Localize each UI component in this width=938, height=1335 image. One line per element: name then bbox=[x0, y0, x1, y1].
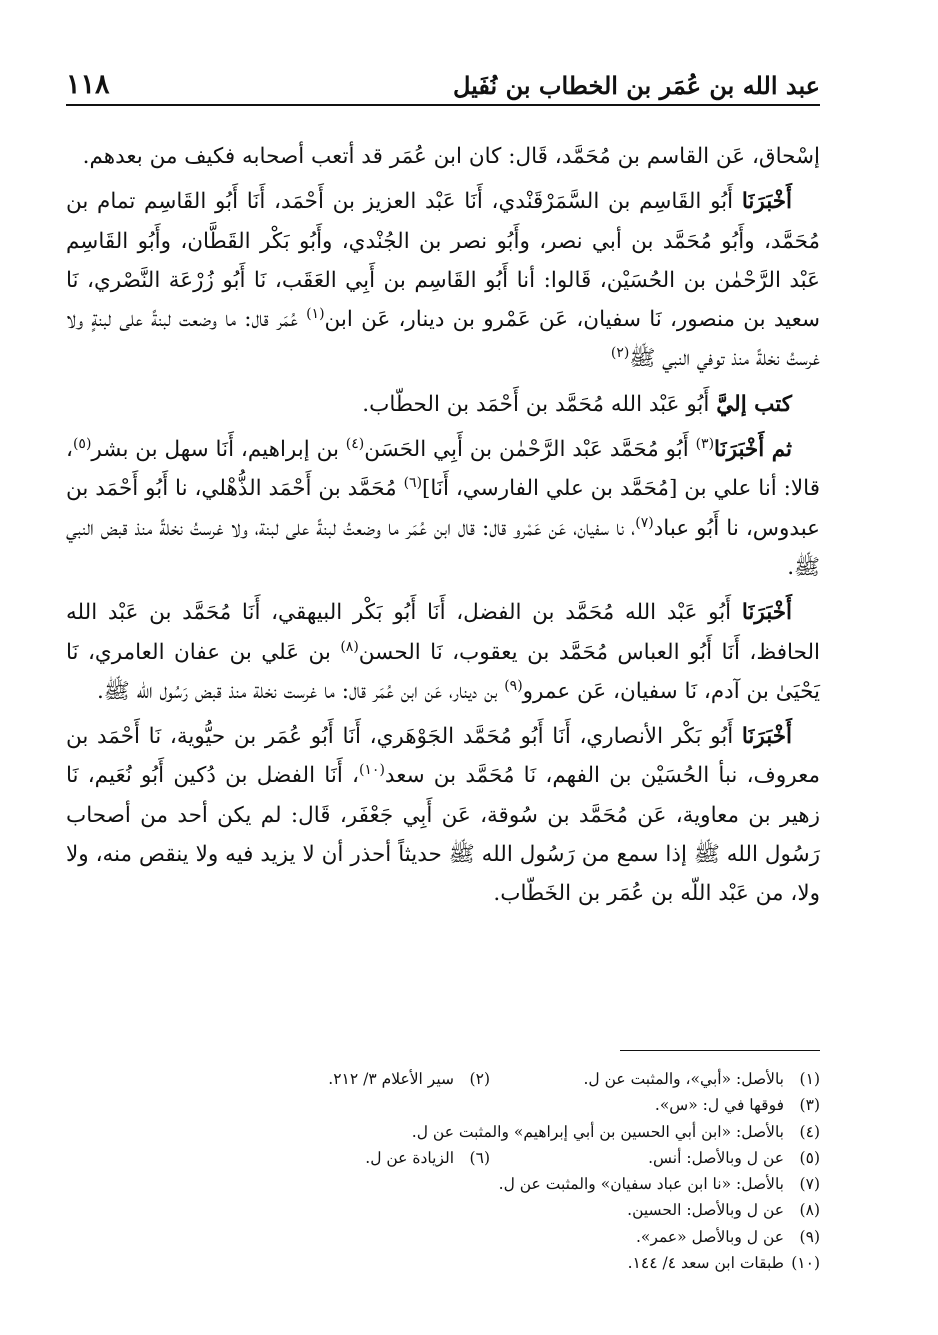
footnote-text: عن ل وبالأصل «عمر». bbox=[635, 1227, 784, 1246]
footnote-ref[interactable]: (١) bbox=[306, 306, 325, 323]
footnote-row bbox=[66, 1119, 820, 1145]
paragraph-text: مُحَمَّد بن أَحْمَد الذُّهْلي، نا أَبُو أَحْمَد بن عبدوس، نا أَبُو عباد bbox=[66, 476, 821, 541]
paragraph-text: بن عَلي بن عفان العامري، نَا يَحْيَىٰ بن آدم، نَا سفيان، عَن عمرو bbox=[66, 639, 820, 704]
footnote-row bbox=[66, 1197, 820, 1223]
footnote-number: (٧) bbox=[799, 1175, 820, 1194]
footnote-ref[interactable]: (٣) bbox=[695, 435, 715, 452]
paragraph-text: أَبُو عَبْد الله مُحَمَّد بن أَحْمَد بن الحطّاب. bbox=[362, 391, 717, 417]
footnote-text: الزيادة عن ل. bbox=[365, 1148, 454, 1167]
footnote bbox=[636, 1224, 820, 1250]
paragraph bbox=[66, 137, 820, 176]
footnote-ref[interactable]: (٤) bbox=[345, 435, 365, 452]
footnote-row bbox=[66, 1092, 820, 1118]
footnote-ref[interactable]: (٧) bbox=[635, 514, 654, 531]
paragraph bbox=[66, 430, 820, 587]
footnote bbox=[627, 1197, 820, 1223]
paragraph-lead: ثم أَخْبَرَنَا bbox=[714, 437, 792, 463]
footnote-text: بالأصل: «نا ابن عباد سفيان» والمثبت عن ل. bbox=[498, 1175, 784, 1194]
footnote-number: (١) bbox=[799, 1070, 820, 1088]
footnote-text: طبقات ابن سعد ٤/ ١٤٤. bbox=[627, 1254, 784, 1273]
footnote-number: (١٠) bbox=[791, 1254, 820, 1273]
paragraph-text: ، نا سفيان، عَن عَمْرو قال: قال ابن عُمَر ما وضعتُ لبنةً على لبنة، ولا غرستُ نخلةً منذ قبض النبي ﷺ. bbox=[66, 515, 820, 580]
paragraph-text: ، أَنَا الفضل بن دُكين أَبُو نُعَيم، نَا زهير بن معاوية، عَن مُحَمَّد بن سُوقة، عَن أَبِي جَعْفَر، قَال: لم يكن أحد من أصحاب رَسُول الله ﷺ إذا سمع من رَسُول الله ﷺ حديثاً أحذر أن لا يزيد فيه ولا ينقص منه، ولا ولا، من عَبْد اللّه بن عُمَر بن الخَطّاب. bbox=[66, 763, 820, 907]
footnote bbox=[328, 1066, 490, 1092]
paragraph bbox=[66, 385, 820, 424]
footnote bbox=[655, 1092, 820, 1118]
footnote-row bbox=[66, 1171, 820, 1197]
footnote-row bbox=[66, 1224, 820, 1250]
footnote-ref[interactable]: (٨) bbox=[340, 638, 359, 655]
footnote-row bbox=[66, 1145, 820, 1171]
footnote-row bbox=[66, 1250, 820, 1276]
paragraph bbox=[66, 717, 820, 913]
footnote bbox=[628, 1250, 820, 1276]
paragraph-text: أَبُو عَبْد الله مُحَمَّد بن الفضل، أَنَا أَبُو بَكْر البيهقي، أَنَا مُحَمَّد بن عَبْد الله الحافظ، أَنَا أَبُو العباس مُحَمَّد بن يعقوب، نَا الحسن bbox=[66, 600, 820, 665]
paragraph-text: أَبُو مُحَمَّد عَبْد الرَّحْمٰن بن أَبِي الحَسَن bbox=[364, 437, 696, 463]
paragraph-text: بن إبراهيم، أَنَا سهل بن بشر bbox=[91, 437, 346, 463]
footnote-number: (٤) bbox=[799, 1122, 820, 1141]
paragraph bbox=[66, 182, 820, 378]
paragraph-lead: كتب إليَّ bbox=[716, 391, 792, 417]
paragraph-text: أَبُو القَاسِم بن السَّمَرْقَنْدي، أَنَا عَبْد العزيز بن أَحْمَد، أَنَا أَبُو القَاسِم تمام بن مُحَمَّد، وأَبُو مُحَمَّد بن أبي نصر، وأَبُو نصر بن الجُنْدي، وأَبُو بَكْر القَطَّان، وأَبُو القَاسِم عَبْد الرَّحْمٰن بن الحُسَيْن، قَالوا: أنا أَبُو القَاسِم بن أَبِي العَقَب، نَا أَبُو زُرْعَة النَّصْري، نَا سعيد بن منصور، نَا سفيان، عَن عَمْرو بن دينار، عَن ابن bbox=[66, 189, 820, 333]
footnote-ref[interactable]: (١٠) bbox=[358, 762, 385, 779]
footnote-number: (٦) bbox=[469, 1148, 490, 1167]
paragraph-text: ، قالا: أنا علي بن [مُحَمَّد بن علي الفارسي، أَنَا] bbox=[66, 437, 820, 502]
paragraph bbox=[66, 593, 820, 711]
footnote-separator bbox=[620, 1050, 820, 1051]
footnote bbox=[412, 1119, 820, 1145]
footnote-text: بالأصل: «ابن أبي الحسين بن أبي إبراهيم» والمثبت عن ل. bbox=[411, 1122, 784, 1141]
paragraph-text: إسْحاق، عَن القاسم بن مُحَمَّد، قَال: كان ابن عُمَر قد أتعب أصحابه فكيف من بعدهم. bbox=[82, 144, 820, 169]
footnote-number: (٢) bbox=[469, 1070, 490, 1088]
footnote bbox=[365, 1145, 490, 1171]
footnotes bbox=[66, 1066, 820, 1276]
paragraph-text: بن دينار، عَن ابن عُمَر قال: ما غرست نخلة منذ قبض رَسُول الله ﷺ. bbox=[96, 678, 505, 704]
footnote-text: بالأصل: «أبي»، والمثبت عن ل. bbox=[583, 1070, 784, 1088]
footnote-number: (٩) bbox=[799, 1227, 820, 1246]
running-title: عبد الله بن عُمَر بن الخطاب بن نُفَيل bbox=[452, 71, 820, 100]
paragraph-text: عُمَر قال: ما وضعت لبنةً على لبنةٍ ولا غرستُ نخلةً منذ توفي النبي ﷺ bbox=[66, 307, 820, 372]
footnote-ref[interactable]: (٥) bbox=[72, 435, 92, 452]
footnote-text: سير الأعلام ٣/ ٢١٢. bbox=[328, 1070, 454, 1088]
main-text bbox=[66, 137, 820, 920]
footnote-text: عن ل وبالأصل: أنس. bbox=[648, 1148, 784, 1167]
paragraph-lead: أَخْبَرَنَا bbox=[741, 189, 792, 215]
footnote-ref[interactable]: (٦) bbox=[403, 475, 423, 492]
page-number: ١١٨ bbox=[66, 69, 110, 100]
footnote-number: (٥) bbox=[799, 1148, 820, 1167]
footnote-row bbox=[66, 1066, 820, 1092]
footnote-text: فوقها في ل: «س». bbox=[654, 1096, 784, 1115]
footnote-ref[interactable]: (٢) bbox=[610, 345, 630, 362]
paragraph-lead: أَخْبَرَنَا bbox=[741, 724, 792, 750]
footnote bbox=[499, 1171, 820, 1197]
footnote bbox=[490, 1066, 820, 1092]
paragraph-lead: أَخْبَرَنَا bbox=[741, 600, 792, 626]
page-header bbox=[66, 64, 820, 106]
footnote-ref[interactable]: (٩) bbox=[504, 677, 523, 694]
footnote-number: (٨) bbox=[799, 1201, 820, 1220]
footnote bbox=[490, 1145, 820, 1171]
paragraph-text: أَبُو بَكْر الأنصاري، أَنَا أَبُو مُحَمَّد الجَوْهَري، أَنَا أَبُو عُمَر بن حيُّوية، نَا أَحْمَد بن معروف، نبأ الحُسَيْن بن الفهم، نَا مُحَمَّد بن سعد bbox=[66, 724, 820, 789]
footnote-number: (٣) bbox=[799, 1096, 820, 1115]
footnote-text: عن ل وبالأصل: الحسين. bbox=[627, 1201, 784, 1220]
